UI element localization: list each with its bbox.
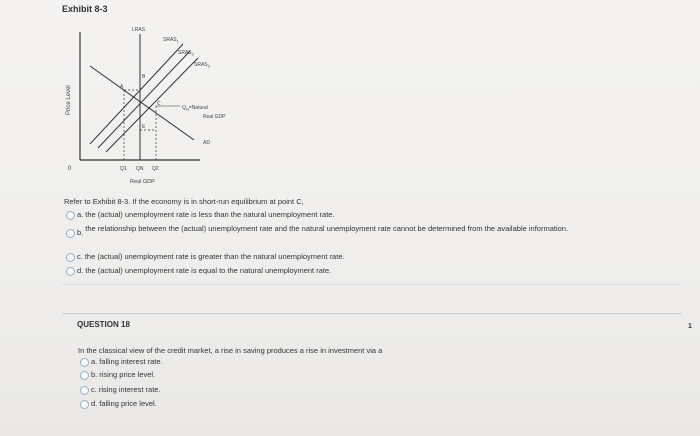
q1-label: Q1 (120, 166, 127, 172)
q18-option-b-text: rising price level. (99, 370, 156, 379)
sras2-label: $SRAS_2$ (178, 50, 194, 57)
q17-option-c[interactable] (66, 252, 345, 262)
q18-radio-b[interactable] (80, 371, 89, 380)
q17-option-b-text: the relationship between the (actual) unemployment rate and the natural unemployment rate cannot be determined from the available information. (85, 224, 569, 233)
q18-option-b-letter: b. (91, 370, 98, 379)
q18-option-c-letter: c. (91, 385, 97, 394)
q18-option-a-text: falling interest rate. (99, 357, 163, 366)
point-a: A (120, 84, 124, 90)
question18-number: 1 (688, 323, 692, 330)
q18-option-a-letter: a. (91, 357, 98, 366)
exhibit-title: Exhibit 8-3 (62, 4, 108, 14)
q18-option-d-letter: d. (91, 399, 98, 408)
q18-radio-d[interactable] (80, 400, 89, 409)
point-e: E (142, 124, 146, 130)
ad-label: AD (203, 140, 210, 146)
q18-option-d[interactable] (80, 399, 157, 409)
q17-option-c-text: the (actual) unemployment rate is greater than the natural unemployment rate. (84, 252, 345, 261)
q17-option-a-letter: a. (77, 210, 84, 219)
q18-option-a[interactable] (80, 357, 163, 367)
sras2-curve (98, 51, 190, 148)
sras1-curve (90, 44, 183, 144)
x-axis-label: Real GDP (130, 179, 155, 185)
q17-option-b-letter: b. (77, 228, 84, 237)
q17-option-b[interactable] (66, 223, 626, 238)
q18-option-c-text: rising interest rate. (98, 385, 161, 394)
point-b: B (142, 74, 146, 80)
natural-gdp-label-line2: Real GDP (203, 114, 226, 120)
q18-option-b[interactable] (80, 370, 155, 380)
q17-radio-d[interactable] (66, 267, 75, 276)
sras3-label: $SRAS_3$ (194, 62, 210, 69)
exhibit-graph (60, 20, 250, 190)
q18-radio-a[interactable] (80, 358, 89, 367)
sras1-label: $SRAS_1$ (163, 37, 179, 44)
qn-label: QN (136, 166, 144, 172)
q17-option-c-letter: c. (77, 252, 83, 261)
q18-radio-c[interactable] (80, 386, 89, 395)
q17-option-d[interactable] (66, 266, 331, 276)
q17-option-a-text: the (actual) unemployment rate is less than the natural unemployment rate. (85, 210, 335, 219)
question18-prompt: In the classical view of the credit market, a rise in saving produces a rise in investment via a (78, 346, 383, 355)
question-divider (62, 284, 680, 285)
q17-option-d-letter: d. (77, 266, 84, 275)
q17-radio-a[interactable] (66, 211, 75, 220)
q17-radio-b[interactable] (66, 229, 75, 238)
question18-title: QUESTION 18 (77, 320, 130, 329)
q2-label: Q2 (152, 166, 159, 172)
natural-gdp-label: $Q_N=Natural$ (182, 105, 208, 112)
q17-option-a[interactable] (66, 210, 335, 220)
point-c: C (157, 101, 161, 107)
y-axis-label: Price Level (66, 85, 72, 115)
origin-label: 0 (68, 166, 72, 172)
q18-option-c[interactable] (80, 385, 161, 395)
q18-option-d-text: falling price level. (99, 399, 157, 408)
question17-prompt: Refer to Exhibit 8-3. If the economy is in short-run equilibrium at point C, (64, 197, 304, 206)
q17-radio-c[interactable] (66, 253, 75, 262)
lras-label: LRAS (132, 27, 146, 33)
q17-option-d-text: the (actual) unemployment rate is equal to the natural unemployment rate. (85, 266, 332, 275)
